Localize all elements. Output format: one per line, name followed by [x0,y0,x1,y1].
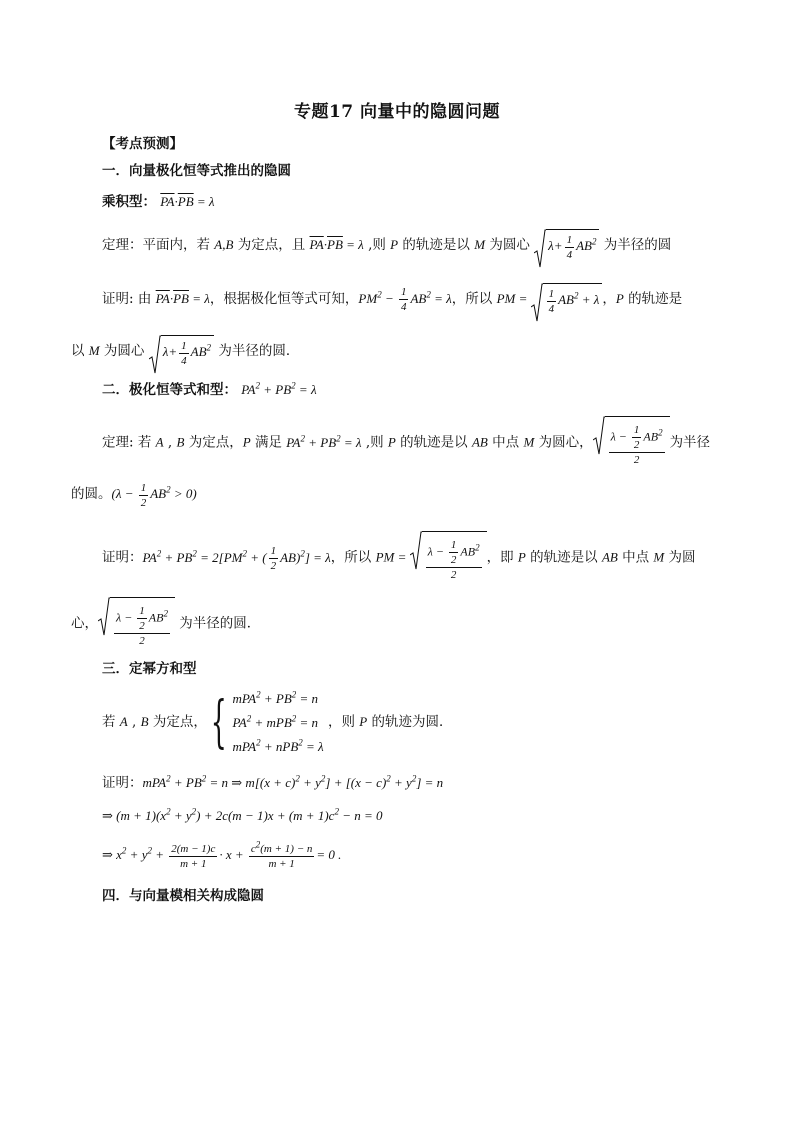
section-4-heading: 四．与向量模相关构成隐圆 [102,888,264,904]
proof-1-line-2 [71,335,299,368]
text: 定理：平面内，若 [102,236,215,253]
formula: M [474,236,486,252]
text: 的轨迹是以 [398,236,475,253]
proof-3-line-3 [102,837,341,873]
text: ,则 [361,434,388,451]
theorem-3: 若 A , B 为定点，{ $mPA^2 + PB^2 = n$ $PA^2 + mPB^2 = n$ mPA$^2$ + nPB$^2$ = λ ，则 P 的轨迹为圆． [102,686,453,759]
formula: (λ − $\frac{1}{2}$ $AB^2 > 0$) [111,481,197,509]
text: 满足 [250,434,287,451]
radical: λ − $\frac{1}{2}$ $AB^2$ 2 [410,531,487,585]
text: 心， [71,615,98,632]
formula: A [155,434,164,450]
formula: ⇒ $x^2 + y^2$ + $\frac{2(m - 1)c}{m + 1}$ · x + $\frac{c^2(m + 1) - n}{m + 1}$ = 0 . [102,838,342,870]
formula: AB [601,549,618,565]
text: ，所以 [330,549,376,566]
formula: $PA^2 + PB^2 = \lambda$ [286,433,362,450]
formula: $PA^2 + PB^2 = \lambda$ [241,380,317,397]
section-2-heading [102,381,317,399]
formula: AB [471,434,488,450]
formula: $PM^2$ − $\frac{1}{4}$ $AB^2 = \lambda$ [358,286,452,314]
system-brace: { [210,689,227,755]
text: ， [602,290,616,307]
formula: M [653,549,665,565]
section-1-heading: 一．向量极化恒等式推出的隐圆 [102,163,291,179]
page-title: 专题17 向量中的隐圆问题 [293,102,501,122]
text: ,则 [363,236,391,253]
text: 中点 [487,434,524,451]
formula: P [517,549,526,565]
text: 证明： [102,549,143,566]
section-1-type [102,193,215,211]
text: 的轨迹是以 [525,549,602,566]
text: 证明： [102,775,143,791]
formula: P [390,236,399,252]
text: 为圆心 [99,342,149,359]
section-3-heading: 三．定幂方和型 [102,661,197,677]
text: 中点 [617,549,654,566]
text: 为半径的圆． [214,342,300,359]
text: 二．极化恒等式和型： [102,382,237,398]
preview-label: 【考点预测】 [102,136,183,152]
text: 为圆心， [534,434,593,451]
text: 为半径的圆 [599,236,672,253]
text: ，即 [486,549,518,566]
radical: λ+ $\frac{1}{4}$ $AB^2$ [149,335,214,368]
formula: A,B [214,236,234,252]
formula: $\overline{PA}\cdot\overline{PB} = \lambda$ [155,290,210,306]
text: 为半径的圆． [174,615,261,632]
formula: $\overline{PA}\cdot\overline{PB} = \lambda$ [309,236,364,252]
proof-2 [102,531,696,585]
text: ，则 [323,714,360,730]
text: 定理: 若 [102,434,156,451]
text: 的圆。 [71,486,112,502]
formula: $mPA^2 + PB^2 = n$ ⇒ $m[(x + c)^2 + y^2] + [(x - c)^2 + y^2] = n$ [142,773,444,790]
text: 为定点， [148,714,207,730]
formula: P [615,290,624,306]
text: 为圆 [664,549,696,566]
formula: P [387,434,396,450]
formula: $\overline{PA}\cdot\overline{PB} = \lambda$ [160,194,215,209]
theorem-2-line-2 [71,479,197,510]
radical: λ − $\frac{1}{2}$ $AB^2$ 2 [593,416,670,470]
proof-3 [102,774,443,792]
text: 为定点，且 [233,236,310,253]
formula: PM = [496,290,531,306]
text: ，根据极化恒等式可知， [209,290,359,307]
text: 的轨迹是 [623,290,683,307]
text: 证明: 由 [102,290,156,307]
proof-3-line-2 [102,807,382,825]
text: 以 [71,342,89,359]
formula: PM = [375,549,410,565]
formula: M [523,434,535,450]
formula: P [359,714,368,729]
text: 若 [102,714,120,730]
text: 为半径 [669,434,711,451]
theorem-1 [102,229,671,262]
equation-system: $mPA^2 + PB^2 = n$ $PA^2 + mPB^2 = n$ mPA$^2$ + nPB$^2$ = λ [232,689,324,754]
formula: B [176,434,185,450]
text: 为圆心 [485,236,535,253]
radical: λ − $\frac{1}{2}$ $AB^2$ 2 [98,597,175,651]
text: 的轨迹是以 [395,434,472,451]
radical: $\frac{1}{4}$ $AB^2 + \lambda$ [531,283,603,316]
type-label: 乘积型： [102,194,156,210]
theorem-2: 定理: 若 A , B 为定点，P 满足 $PA^2 + PB^2 = \lambda$ ,则 P 的轨迹是以 AB 中点 M 为圆心， λ − $\frac{1}{2}$ $AB^2$ 2 为半径 [102,416,710,470]
formula: ⇒ $(m + 1)(x^2 + y^2) + 2c(m - 1)x + (m + 1)c^2 - n = 0$ [102,806,383,823]
formula: A [119,714,128,729]
text: ，所以 [451,290,497,307]
proof-2-line-2 [71,597,260,651]
text: 为定点， [184,434,243,451]
formula: B [140,714,149,729]
proof-1 [102,283,682,316]
radical: λ+ $\frac{1}{4}$ $AB^2$ [534,229,599,262]
formula: $PA^2 + PB^2 = 2[PM^2$ + ( $\frac{1}{2}$ AB)$^2$] = λ [142,545,331,573]
text: 的轨迹为圆． [367,714,453,730]
formula: M [88,342,100,358]
formula: P [242,434,251,450]
